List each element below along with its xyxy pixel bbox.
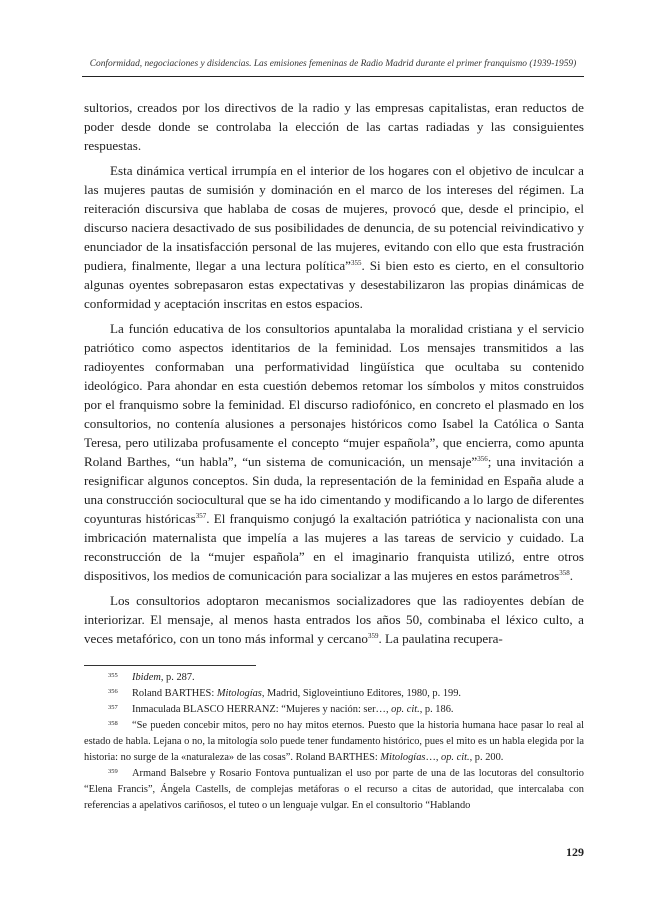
footnote-358: 358 “Se pueden concebir mitos, pero no hay mitos eternos. Puesto que la historia humana hace pasar lo real al estado de habla. Lejana o no, la mitología solo puede tener fundamento histórico, pues el mito es un habla elegida por la historia: no surge de la «naturaleza» de las cosas”. Roland BARTHES: Mitologías…, op. cit., p. 200.	[84, 720, 584, 763]
paragraph-2	[84, 161, 584, 313]
paragraph-3-text-b: ; una invitación a resignificar algunos conceptos. Sin duda, la representación de la feminidad en España alude a una construcción sociocultural que se ha ido cimentando y modificando a lo largo de diferentes coyunturas históricas	[84, 454, 584, 526]
footnote-italic: op. cit.	[391, 704, 420, 715]
running-head: Conformidad, negociaciones y disidencias. Las emisiones femeninas de Radio Madrid durante el primer franquismo (1939-1959)	[89, 59, 577, 69]
footnote-italic-2: op. cit.	[441, 752, 470, 763]
footnote-italic: Mitologías	[380, 752, 426, 763]
body-text	[84, 98, 584, 648]
paragraph-1: sultorios, creados por los directivos de la radio y las empresas capitalistas, eran reductos de poder desde donde se controlaba la elección de las cartas radiadas y las consiguientes respuestas.	[84, 100, 584, 153]
footnote-text: , p. 287.	[160, 672, 195, 683]
paragraph-2-text-b: . Si bien esto es cierto, en el consultorio algunas oyentes sobrepasaron estas expectativas y desestabilizaron las propias dinámicas de conformidad y aceptación inscritas en estos espacios.	[84, 258, 584, 311]
footnote-ref-358[interactable]: 358	[559, 569, 570, 577]
paragraph-3-text-c: . El franquismo conjugó la exaltación patriótica y nacionalista con una imbricación maternalista que impelía a las mujeres a las tareas de servicio y cuidado. La reconstrucción de la “mujer española” en el imaginario franquista utilizó, entre otros dispositivos, los medios de comunicación para socializar a las mujeres en estos parámetros	[84, 511, 584, 583]
footnote-italic: Mitologías	[216, 688, 262, 699]
footnote-text: , p. 200.	[469, 752, 504, 763]
header-rule	[82, 76, 584, 77]
footnote-ref-359[interactable]: 359	[367, 632, 379, 640]
footnote-text: , p. 186.	[419, 704, 454, 715]
footnote-text-pre: Roland BARTHES:	[132, 688, 217, 699]
footnote-359: 359 Armand Balsebre y Rosario Fontova puntualizan el uso por parte de una de las locutoras del consultorio “Elena Francis”, Ángela Castells, de complejas metáforas o el recurso a citas de autoridad, que intercalaba con referencias a apelativos cariñosos, el tuteo o un lenguaje vulgar. En el consultorio “Hablando	[84, 768, 584, 811]
paragraph-4-text-a: Los consultorios adoptaron mecanismos socializadores que las radioyentes debían de interiorizar. El mensaje, al menos hasta entrados los años 50, combinaba el léxico culto, a veces metafórico, con un tono más informal y cercano	[84, 593, 584, 646]
footnote-ref-357[interactable]: 357	[195, 512, 207, 520]
footnote-text-pre: Armand Balsebre y Rosario Fontova puntualizan el uso por parte de una de las locutoras del consultorio “Elena Francis”, Ángela Castells, de complejas metáforas o el recurso a citas de autoridad, que intercalaba con referencias a apelativos cariñosos, el tuteo o un lenguaje vulgar. En el consultorio “Hablando	[84, 768, 584, 811]
footnote-text: , Madrid, Sigloveintiuno Editores, 1980, p. 199.	[261, 688, 462, 699]
footnote-text-mid: …,	[425, 752, 442, 763]
footnote-355: 355 Ibidem, p. 287.	[108, 672, 195, 683]
footnote-356: 356 Roland BARTHES: Mitologías, Madrid, Sigloveintiuno Editores, 1980, p. 199.	[108, 688, 462, 699]
footnote-text-pre: Inmaculada BLASCO HERRANZ: “Mujeres y nación: ser…,	[132, 704, 392, 715]
paragraph-3-text-d: .	[569, 568, 574, 583]
paragraph-2-text-a: Esta dinámica vertical irrumpía en el interior de los hogares con el objetivo de inculcar a las mujeres pautas de sumisión y dominación en el marco de los intereses del régimen. La reiteración discursiva que hablaba de cosas de mujeres, provocó que, desde el principio, el discurso naciera desactivado de sus posibilidades de denuncia, de su potencial reivindicativo y enunciador de la insatisfacción personal de las mujeres, evitando con ello que esta frustración pudiera, finalmente, llegar a una lectura política”	[84, 163, 584, 273]
paragraph-4	[84, 591, 584, 648]
footnotes	[84, 670, 584, 814]
footnote-text-pre: “Se pueden concebir mitos, pero no hay mitos eternos. Puesto que la historia humana hace pasar lo real al estado de habla. Lejana o no, la mitología solo puede tener fundamento histórico, pues el mito es un habla elegida por la historia: no surge de la «naturaleza» de las cosas”. Roland BARTHES:	[84, 720, 584, 763]
paragraph-4-text-b: . La paulatina recupera-	[378, 631, 503, 646]
paragraph-3	[84, 319, 584, 585]
paragraph-3-text-a: La función educativa de los consultorios apuntalaba la moralidad cristiana y el servicio patriótico como aspectos identitarios de la feminidad. Los mensajes transmitidos a las radioyentes conformaban una performatividad lingüística que ocultaba su contenido ideológico. Para ahondar en esta cuestión debemos retomar los símbolos y mitos construidos por el franquismo sobre la feminidad. El discurso radiofónico, en concreto el plasmado en los consultorios, no contenía alusiones a personajes históricos como Isabel la Católica o Santa Teresa, pero utilizaba profusamente el concepto “mujer española”, que encierra, como apunta Roland Barthes, “un habla”, “un sistema de comunicación, un mensaje”	[84, 321, 584, 469]
footnote-357: 357 Inmaculada BLASCO HERRANZ: “Mujeres y nación: ser…, op. cit., p. 186.	[108, 704, 454, 715]
page-number: 129	[566, 845, 584, 859]
footnote-ref-356[interactable]: 356	[477, 455, 488, 463]
footnote-rule	[84, 665, 256, 666]
footnote-italic: Ibidem	[132, 672, 161, 683]
footnote-ref-355[interactable]: 355	[350, 259, 362, 267]
